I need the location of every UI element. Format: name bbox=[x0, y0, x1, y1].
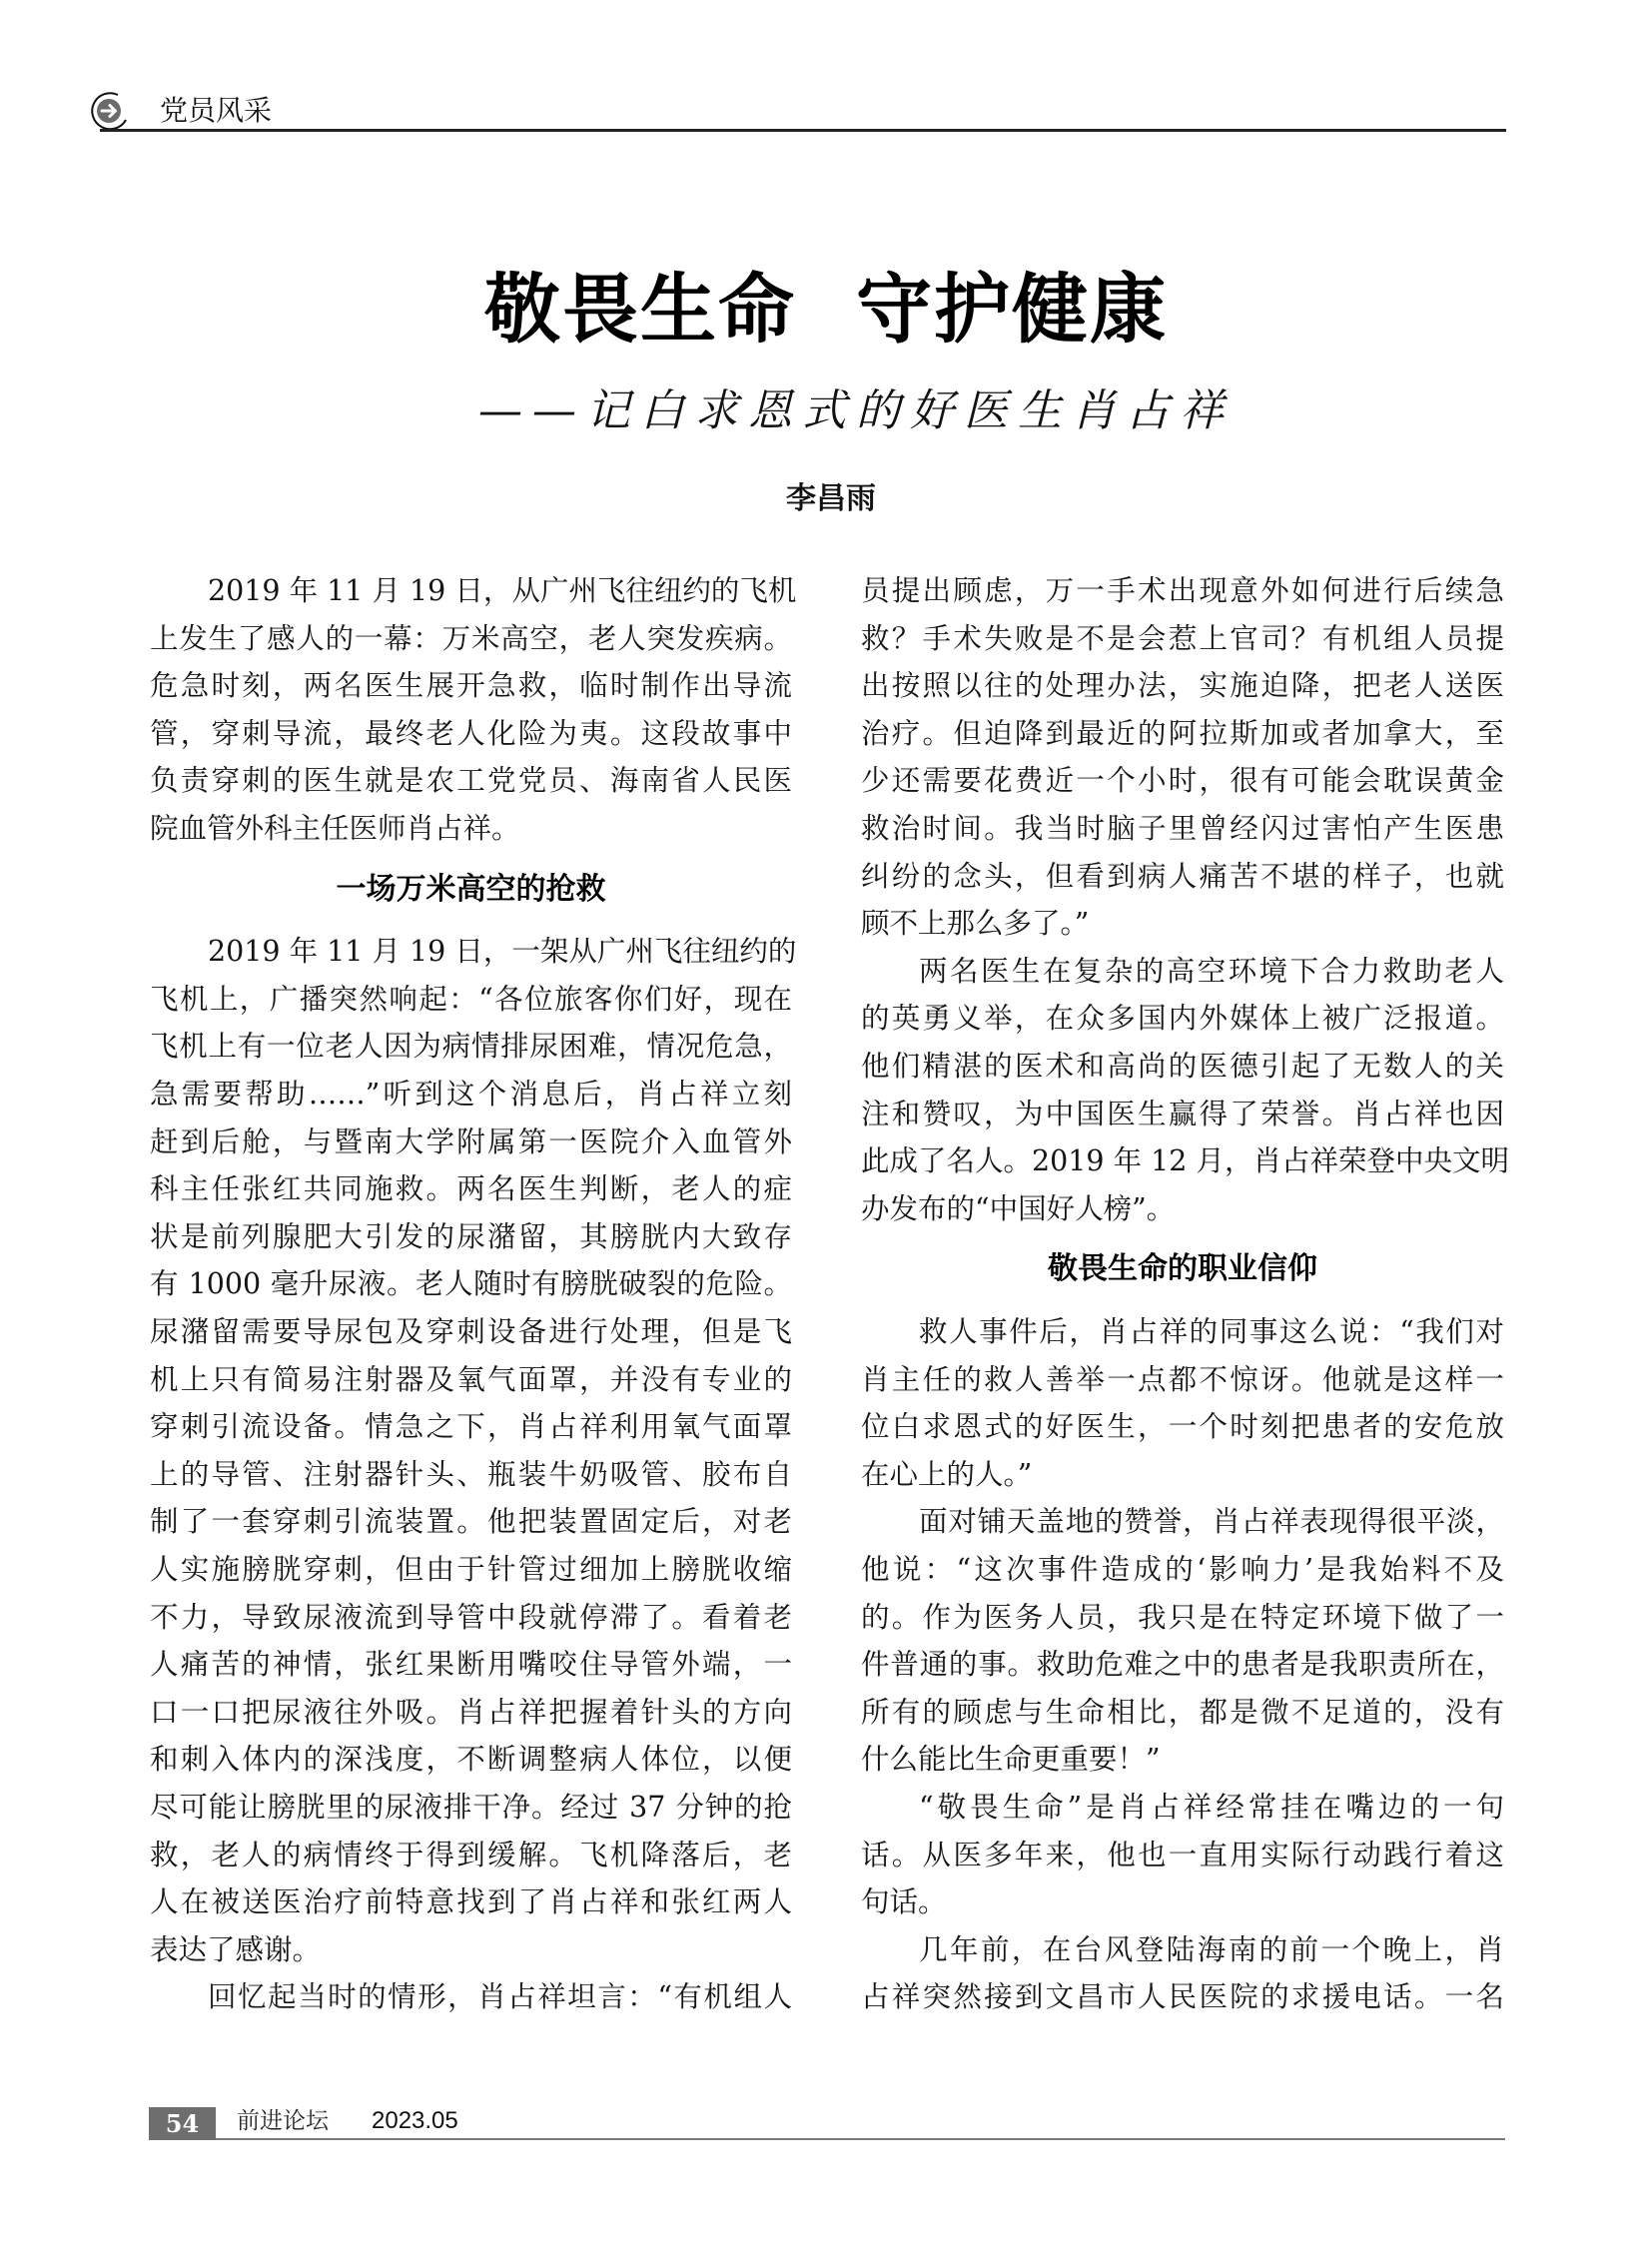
paragraph-line: 尿潴留需要导尿包及穿刺设备进行处理，但是飞 bbox=[150, 1315, 792, 1348]
paragraph-line: 2019 年 11 月 19 日，从广州飞往纽约的飞机 bbox=[208, 574, 797, 607]
paragraph-line: 注和赞叹，为中国医生赢得了荣誉。肖占祥也因 bbox=[861, 1097, 1504, 1130]
paragraph-line: 回忆起当时的情形，肖占祥坦言：“有机组人 bbox=[208, 1980, 792, 2014]
paragraph-line: 顾不上那么多了。” bbox=[861, 907, 1090, 941]
paragraph-line: 危急时刻，两名医生展开急救，临时制作出导流 bbox=[150, 669, 792, 703]
section-arrow-icon bbox=[88, 90, 130, 132]
paragraph-line: 赶到后舱，与暨南大学附属第一医院介入血管外 bbox=[150, 1124, 792, 1158]
paragraph-line: 件普通的事。救助危难之中的患者是我职责所在， bbox=[861, 1648, 1504, 1682]
paragraph-line: 的。作为医务人员，我只是在特定环境下做了一 bbox=[861, 1600, 1504, 1634]
paragraph-line: 此成了名人。2019 年 12 月，肖占祥荣登中央文明 bbox=[861, 1144, 1509, 1178]
paragraph-line: 管，穿刺导流，最终老人化险为夷。这段故事中 bbox=[150, 716, 792, 750]
paragraph-line: 两名医生在复杂的高空环境下合力救助老人 bbox=[919, 954, 1504, 988]
paragraph-line: 他们精湛的医术和高尚的医德引起了无数人的关 bbox=[861, 1050, 1504, 1083]
paragraph-line: 的英勇义举，在众多国内外媒体上被广泛报道。 bbox=[861, 1002, 1504, 1036]
article-title bbox=[0, 262, 1652, 358]
paragraph-line: 人在被送医治疗前特意找到了肖占祥和张红两人 bbox=[150, 1885, 792, 1919]
paragraph-line: 飞机上，广播突然响起：“各位旅客你们好，现在 bbox=[150, 982, 792, 1016]
paragraph-line: 穿刺引流设备。情急之下，肖占祥利用氧气面罩 bbox=[150, 1410, 792, 1444]
paragraph-line: 院血管外科主任医师肖占祥。 bbox=[150, 812, 520, 845]
paragraph-line: 占祥突然接到文昌市人民医院的求援电话。一名 bbox=[861, 1980, 1504, 2014]
issue-date: 2023.05 bbox=[372, 2107, 458, 2134]
paragraph-line: 位白求恩式的好医生，一个时刻把患者的安危放 bbox=[861, 1410, 1504, 1444]
paragraph-line: 尽可能让膀胱里的尿液排干净。经过 37 分钟的抢 bbox=[150, 1791, 792, 1824]
paragraph-line: 状是前列腺肥大引发的尿潴留，其膀胱内大致存 bbox=[150, 1219, 792, 1253]
paragraph-line: 几年前，在台风登陆海南的前一个晚上，肖 bbox=[919, 1932, 1504, 1966]
footer-rule bbox=[216, 2138, 1505, 2140]
article-subtitle: ——记白求恩式的好医生肖占祥 bbox=[478, 385, 1234, 436]
paragraph-line: 所有的顾虑与生命相比，都是微不足道的，没有 bbox=[861, 1695, 1504, 1729]
paragraph-line: 科主任张红共同施救。两名医生判断，老人的症 bbox=[150, 1172, 792, 1206]
paragraph-line: 什么能比生命更重要！” bbox=[861, 1743, 1161, 1777]
paragraph-line: 肖主任的救人善举一点都不惊讶。他就是这样一 bbox=[861, 1362, 1504, 1396]
paragraph-line: 少还需要花费近一个小时，很有可能会耽误黄金 bbox=[861, 764, 1504, 798]
paragraph-line: 救人事件后，肖占祥的同事这么说：“我们对 bbox=[919, 1315, 1504, 1348]
paragraph-line: 人痛苦的神情，张红果断用嘴咬住导管外端，一 bbox=[150, 1648, 792, 1682]
magazine-name: 前进论坛 bbox=[237, 2108, 329, 2134]
paragraph-line: 制了一套穿刺引流装置。他把装置固定后，对老 bbox=[150, 1505, 792, 1539]
page-number: 54 bbox=[149, 2107, 216, 2140]
title-part-2: 守护健康 bbox=[856, 265, 1168, 354]
paragraph-line: 人实施膀胱穿刺，但由于针管过细加上膀胱收缩 bbox=[150, 1553, 792, 1586]
paragraph-line: 飞机上有一位老人因为病情排尿困难，情况危急， bbox=[150, 1030, 792, 1064]
paragraph-line: 机上只有简易注射器及氧气面罩，并没有专业的 bbox=[150, 1362, 792, 1396]
section-heading: 敬畏生命的职业信仰 bbox=[1048, 1251, 1317, 1287]
paragraph-line: 员提出顾虑，万一手术出现意外如何进行后续急 bbox=[861, 574, 1504, 607]
paragraph-line: 上的导管、注射器针头、瓶装牛奶吸管、胶布自 bbox=[150, 1457, 792, 1491]
paragraph-line: 话。从医多年来，他也一直用实际行动践行着这 bbox=[861, 1838, 1504, 1871]
paragraph-line: 2019 年 11 月 19 日，一架从广州飞往纽约的 bbox=[208, 935, 797, 969]
paragraph-line: 不力，导致尿液流到导管中段就停滞了。看着老 bbox=[150, 1600, 792, 1634]
article-author: 李昌雨 bbox=[786, 481, 876, 516]
paragraph-line: 表达了感谢。 bbox=[150, 1932, 322, 1966]
paragraph-line: 纠纷的念头，但看到病人痛苦不堪的样子，也就 bbox=[861, 859, 1504, 893]
paragraph-line: 负责穿刺的医生就是农工党党员、海南省人民医 bbox=[150, 764, 792, 798]
paragraph-line: 在心上的人。” bbox=[861, 1457, 1033, 1491]
paragraph-line: 治疗。但迫降到最近的阿拉斯加或者加拿大，至 bbox=[861, 716, 1504, 750]
paragraph-line: “敬畏生命”是肖占祥经常挂在嘴边的一句 bbox=[919, 1791, 1504, 1824]
paragraph-line: 口一口把尿液往外吸。肖占祥把握着针头的方向 bbox=[150, 1695, 792, 1729]
paragraph-line: 办发布的“中国好人榜”。 bbox=[861, 1191, 1176, 1225]
paragraph-line: 上发生了感人的一幕：万米高空，老人突发疾病。 bbox=[150, 621, 792, 655]
paragraph-line: 面对铺天盖地的赞誉，肖占祥表现得很平淡， bbox=[919, 1505, 1504, 1539]
header-rule bbox=[100, 129, 1506, 132]
paragraph-line: 有 1000 毫升尿液。老人随时有膀胱破裂的危险。 bbox=[150, 1267, 792, 1301]
paragraph-line: 句话。 bbox=[861, 1885, 947, 1919]
title-part-1: 敬畏生命 bbox=[484, 265, 796, 354]
paragraph-line: 救治时间。我当时脑子里曾经闪过害怕产生医患 bbox=[861, 812, 1504, 845]
paragraph-line: 出按照以往的处理办法，实施迫降，把老人送医 bbox=[861, 669, 1504, 703]
paragraph-line: 救？手术失败是不是会惹上官司？有机组人员提 bbox=[861, 621, 1504, 655]
arrow-right-circle-icon bbox=[88, 90, 130, 132]
paragraph-line: 急需要帮助……”听到这个消息后，肖占祥立刻 bbox=[150, 1078, 792, 1111]
section-heading: 一场万米高空的抢救 bbox=[336, 871, 606, 907]
paragraph-line: 救，老人的病情终于得到缓解。飞机降落后，老 bbox=[150, 1838, 792, 1871]
paragraph-line: 他说：“这次事件造成的‘影响力’是我始料不及 bbox=[861, 1553, 1504, 1586]
section-label: 党员风采 bbox=[160, 94, 273, 127]
paragraph-line: 和刺入体内的深浅度，不断调整病人体位，以便 bbox=[150, 1743, 792, 1777]
